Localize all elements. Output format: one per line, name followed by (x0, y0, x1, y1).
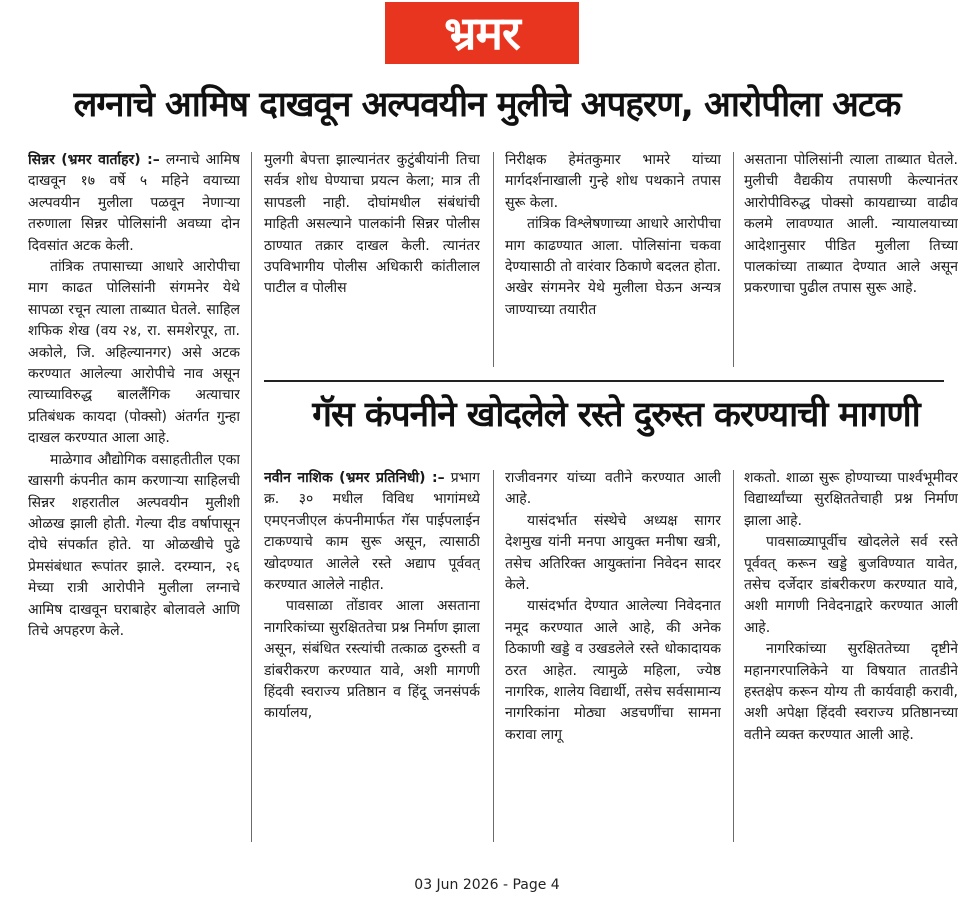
article1-col3-paragraph-1: निरीक्षक हेमंतकुमार भामरे यांच्या मार्गदर्शनाखाली गुन्हे शोध पथकाने तपास सुरू केला. (505, 152, 721, 211)
article1-col2-paragraph: मुलगी बेपत्ता झाल्यानंतर कुटुंबीयांनी तिचा सर्वत्र शोध घेण्याचा प्रयत्न केला; मात्र ती सापडली नाही. दोघांमधील संबंधांची माहिती असल्याने पालकांनी सिन्नर पोलीस ठाण्यात तक्रार दाखल केली. त्यानंतर उपविभागीय पोलीस अधिकारी कांतीलाल पाटील व पोलीस (264, 152, 480, 297)
article1-column-1 (28, 150, 240, 845)
column-divider (493, 152, 494, 367)
article1-headline: लग्नाचे आमिष दाखवून अल्पवयीन मुलीचे अपहरण, आरोपीला अटक (73, 85, 901, 125)
article2-byline: नवीन नाशिक (भ्रमर प्रतिनिधी) :– (264, 470, 445, 486)
column-divider (733, 470, 734, 842)
article2-col3-paragraph-1: शकतो. शाळा सुरू होण्याच्या पार्श्वभूमीवर विद्यार्थ्यांच्या सुरक्षिततेचाही प्रश्न निर्माण झाला आहे. (744, 470, 958, 529)
article1-paragraph-1: सिन्नर (भ्रमर वार्ताहर) :– लग्नाचे आमिष दाखवून १७ वर्षे ५ महिने वयाच्या अल्पवयीन मुलीला पळवून नेणाऱ्या तरुणाला सिन्नर पोलिसांनी अवघ्या दोन दिवसांत अटक केली. (28, 152, 240, 254)
article-separator-rule (264, 380, 944, 382)
article2-col2-paragraph-3: यासंदर्भात देण्यात आलेल्या निवेदनात नमूद करण्यात आले आहे, की अनेक ठिकाणी खड्डे व उखडलेले रस्ते धोकादायक ठरत आहेत. त्यामुळे महिला, ज्येष्ठ नागरिक, शालेय विद्यार्थी, तसेच सर्वसामान्य नागरिकांना मोठ्या अडचणींचा सामना करावा लागू (505, 598, 721, 743)
article1-col4-paragraph: असताना पोलिसांनी त्याला ताब्यात घेतले. मुलीची वैद्यकीय तपासणी केल्यानंतर आरोपीविरुद्ध पोक्सो कायद्याच्या वाढीव कलमे लावण्यात आली. न्यायालयाच्या आदेशानुसार पीडित मुलीला तिच्या पालकांच्या ताब्यात देण्यात आले असून प्रकरणाचा पुढील तपास सुरू आहे. (744, 152, 958, 297)
article2-column-3 (744, 468, 958, 846)
article2-col3-paragraph-3: नागरिकांच्या सुरक्षिततेच्या दृष्टीने महानगरपालिकेने या विषयात तातडीने हस्तक्षेप करून योग्य ती कार्यवाही करावी, अशी अपेक्षा हिंदवी स्वराज्य प्रतिष्ठानच्या वतीने व्यक्त करण्यात आली आहे. (744, 641, 958, 743)
article2-col3-paragraph-2: पावसाळ्यापूर्वीच खोदलेले सर्व रस्ते पूर्ववत् करून खड्डे बुजविण्यात यावेत, तसेच दर्जेदार डांबरीकरण करण्यात यावे, अशी मागणी निवेदनाद्वारे करण्यात आली आहे. (744, 534, 958, 636)
article1-column-3 (505, 150, 721, 370)
article1-column-4 (744, 150, 958, 370)
page-footer: 03 Jun 2026 - Page 4 (414, 877, 560, 893)
article2-headline: गॅस कंपनीने खोदलेले रस्ते दुरुस्त करण्याची मागणी (312, 395, 920, 435)
article2-paragraph-2: पावसाळा तोंडावर आला असताना नागरिकांच्या सुरक्षिततेचा प्रश्न निर्माण झाला असून, संबंधित रस्त्यांची तत्काळ दुरुस्ती व डांबरीकरण करण्यात यावे, अशी मागणी हिंदवी स्वराज्य प्रतिष्ठान व हिंदू जनसंपर्क कार्यालय, (264, 598, 480, 722)
masthead-logo: भ्रमर (385, 2, 579, 64)
article1-col3-paragraph-2: तांत्रिक विश्लेषणाच्या आधारे आरोपीचा माग काढण्यात आला. पोलिसांना चकवा देण्यासाठी तो वारंवार ठिकाणे बदलत होता. अखेर संगमनेर येथे मुलीला घेऊन अन्यत्र जाण्याच्या तयारीत (505, 216, 721, 318)
article1-byline: सिन्नर (भ्रमर वार्ताहर) :– (28, 152, 160, 168)
column-divider (733, 152, 734, 367)
article2-paragraph-1: नवीन नाशिक (भ्रमर प्रतिनिधी) :– प्रभाग क्र. ३० मधील विविध भागांमध्ये एमएनजीएल कंपनीमार्फत गॅस पाईपलाईन टाकण्याचे काम सुरू असून, त्यासाठी खोदण्यात आलेले रस्ते अद्याप पूर्ववत् करण्यात आलेले नाहीत. (264, 470, 480, 594)
article1-paragraph-3: माळेगाव औद्योगिक वसाहतीतील एका खासगी कंपनीत काम करणाऱ्या साहिलची सिन्नर शहरातील अल्पवयीन मुलीशी ओळख झाली होती. गेल्या दीड वर्षापासून दोघे संपर्कात होते. या ओळखीचे पुढे प्रेमसंबंधात रूपांतर झाले. दरम्यान, २६ मेच्या रात्री आरोपीने मुलीला लग्नाचे आमिष दाखवून घराबाहेर बोलावले आणि तिचे अपहरण केले. (28, 451, 240, 639)
article1-column-2 (264, 150, 480, 370)
article2-col2-paragraph-1: राजीवनगर यांच्या वतीने करण्यात आली आहे. (505, 470, 721, 508)
column-divider (251, 152, 252, 842)
article1-paragraph-2: तांत्रिक तपासाच्या आधारे आरोपीचा माग काढत पोलिसांनी संगमनेर येथे सापळा रचून त्याला ताब्यात घेतले. साहिल शफिक शेख (वय २४, रा. समशेरपूर, ता. अकोले, जि. अहिल्यानगर) असे अटक करण्यात आलेल्या आरोपीचे नाव असून त्याच्याविरुद्ध बाललैंगिक अत्याचार प्रतिबंधक कायदा (पोक्सो) अंतर्गत गुन्हा दाखल करण्यात आला आहे. (28, 259, 240, 447)
article2-column-1 (264, 468, 480, 846)
article2-col2-paragraph-2: यासंदर्भात संस्थेचे अध्यक्ष सागर देशमुख यांनी मनपा आयुक्त मनीषा खत्री, तसेच अतिरिक्त आयुक्तांना निवेदन सादर केले. (505, 512, 721, 594)
article2-column-2 (505, 468, 721, 846)
column-divider (493, 470, 494, 842)
